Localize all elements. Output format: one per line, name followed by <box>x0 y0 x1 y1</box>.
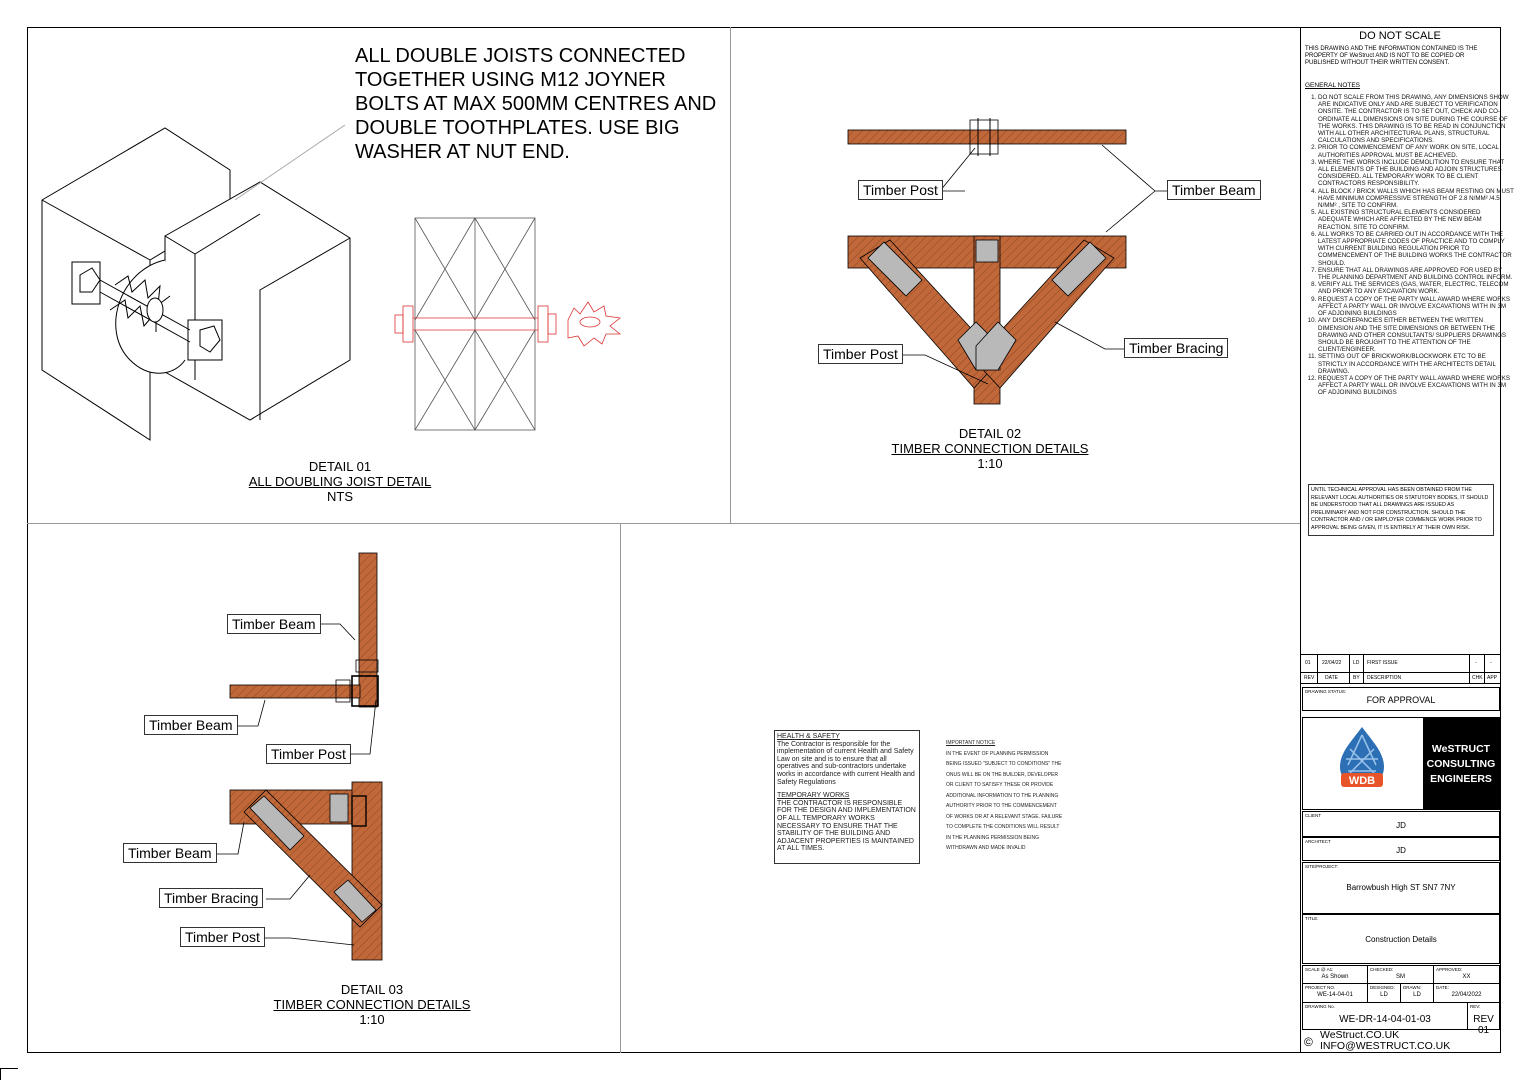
general-note: 10. ANY DISCREPANCIES EITHER BETWEEN THE WRITTEN DIMENSION AND THE SITE DIMENSIONS OR BETWEEN THE DRAWING AND OTHER CONSULTANTS/ SUPPLIERS DRAWINGS SHOULD BE BROUGHT TO THE ATTENTION OF THE CLIENT/ENGINEER. <box>1318 317 1514 353</box>
architect-cell: ARCHITECT JD <box>1302 837 1500 861</box>
site-cell: SITE/PROJECT: Barrowbush High ST SN7 7NY <box>1302 862 1500 914</box>
detail01-scale: NTS <box>327 489 353 504</box>
general-note: 6. ALL WORKS TO BE CARRIED OUT IN ACCORDANCE WITH THE LATEST APPROPRIATE CODES OF PRACTICE AND TO COMPLY WITH CURRENT BUILDING REGULATION PRIOR TO COMMENCEMENT OF THE BUILDING WORKS THE CONTRACTOR SHOULD. <box>1318 231 1514 267</box>
technical-approval-box: UNTIL TECHNICAL APPROVAL HAS BEEN OBTAINED FROM THE RELEVANT LOCAL AUTHORITIES OR STATUTORY BODIES, IT SHOULD BE UNDERSTOOD THAT ALL DRAWINGS ARE ISSUED AS PRELIMINARY AND NOT FOR CONSTRUCTION. SHOULD THE CONTRACTOR AND / OR EMPLOYER COMMENCE WORK PRIOR TO APPROVAL BEING GIVEN, IT IS ENTIRELY AT THEIR OWN RISK. <box>1308 484 1494 536</box>
checked-value: SM <box>1396 974 1405 980</box>
detail02-title: DETAIL 02 <box>958 426 1022 441</box>
rev-by-cell: LD <box>1353 660 1360 666</box>
detail03-label-beam-1: Timber Beam <box>227 614 321 634</box>
title-value: Construction Details <box>1365 935 1437 944</box>
general-note: 9. REQUEST A COPY OF THE PARTY WALL AWARD WHERE WORKS AFFECT A PARTY WALL OR INVOLVE EXCAVATIONS WITH IN 3M OF ADJOINING BUILDINGS <box>1318 296 1514 318</box>
detail03-title: DETAIL 03 <box>340 982 404 997</box>
detail02-subtitle: TIMBER CONNECTION DETAILS <box>891 441 1089 456</box>
detail02-truss-drawing <box>848 236 1126 404</box>
detail03-label-beam-2: Timber Beam <box>144 715 238 735</box>
rev-date-header: DATE <box>1325 675 1338 681</box>
company-logo-block <box>1302 717 1500 810</box>
rev-desc-header: DESCRIPTION <box>1367 675 1402 681</box>
architect-value: JD <box>1396 846 1406 855</box>
detail02-label-post-bottom: Timber Post <box>818 344 903 364</box>
detail02-label-beam: Timber Beam <box>1167 180 1261 200</box>
detail02-label-bracing: Timber Bracing <box>1124 338 1228 358</box>
general-note: 3. WHERE THE WORKS INCLUDE DEMOLITION TO ENSURE THAT ALL ELEMENTS OF THE BUILDING AND ADJOIN STRUCTURES CONSIDERED. ALL TEMPORARY WORK TO BE CLIENT CONTRACTORS RESPONSIBILITY. <box>1318 159 1514 188</box>
client-value: JD <box>1396 821 1406 830</box>
detail03-label-beam-3: Timber Beam <box>123 843 217 863</box>
revision-table <box>1301 654 1500 684</box>
rev-by-header: BY <box>1353 675 1360 681</box>
logo-text: WDB <box>1348 775 1376 787</box>
rev-chk-cell: - <box>1475 660 1477 666</box>
rev-desc-cell: FIRST ISSUE <box>1367 660 1398 666</box>
copyright-icon: © <box>1304 1035 1313 1049</box>
project-no-cell: PROJECT NO. WE-14-04-01 <box>1302 983 1368 1003</box>
designed-value: LD <box>1380 992 1388 998</box>
drawing-status: FOR APPROVAL <box>1366 695 1436 705</box>
temporary-works-title: TEMPORARY WORKS <box>777 792 850 800</box>
general-notes-list <box>1304 94 1514 397</box>
detail02-label-post-top: Timber Post <box>858 180 943 200</box>
detail03-label-post-2: Timber Post <box>180 927 265 947</box>
rev-chk-header: CHK <box>1472 675 1483 681</box>
website: WeStruct.CO.UK <box>1320 1029 1400 1041</box>
detail01-section-drawing <box>395 218 620 430</box>
general-note: 12. REQUEST A COPY OF THE PARTY WALL AWARD WHERE WORKS AFFECT A PARTY WALL OR INVOLVE EXCAVATIONS WITH IN 3M OF ADJOINING BUILDINGS <box>1318 375 1514 397</box>
rev-date-cell: 22/04/22 <box>1322 660 1342 666</box>
detail01-iso-drawing <box>42 125 350 440</box>
drawn-value: LD <box>1413 992 1421 998</box>
rev-app-header: APP <box>1487 675 1498 681</box>
title-cell: TITLE: Construction Details <box>1302 914 1500 964</box>
general-note: 7. ENSURE THAT ALL DRAWINGS ARE APPROVED FOR USED BY THE PLANNING DEPARTMENT AND BUILDING CONTROL INFORM. <box>1318 267 1514 281</box>
rev-cell-tb: REV: REV 01 <box>1467 1002 1500 1030</box>
general-note: 2. PRIOR TO COMMENCEMENT OF ANY WORK ON SITE, LOCAL AUTHORITIES APPROVAL MUST BE ACHIEVED. <box>1318 144 1514 158</box>
detail03-scale: 1:10 <box>359 1012 385 1027</box>
detail03-label-post-1: Timber Post <box>266 744 351 764</box>
scale-cell: SCALE @ A1: As Shown <box>1302 965 1368 984</box>
important-notice-title: IMPORTANT NOTICE <box>946 740 996 746</box>
date-cell: DATE: 22/04/2022 <box>1433 983 1500 1003</box>
health-safety-body: The Contractor is responsible for the implementation of current Health and Safety Law on site and is to ensure that all operatives and sub-contractors undertake works in accordance with current Health and Safety Regulations <box>777 740 915 786</box>
property-notice: THIS DRAWING AND THE INFORMATION CONTAINED IS THE PROPERTY OF WeStruct AND IS NOT TO BE COPIED OR PUBLISHED WITHOUT THEIR WRITTEN CONSENT. <box>1305 46 1478 66</box>
rev-cell: 01 <box>1305 660 1311 666</box>
drawing-no-cell: DRAWING No. WE-DR-14-04-01-03 <box>1302 1002 1468 1030</box>
client-cell: CLIENT JD <box>1302 811 1500 837</box>
detail03-label-bracing: Timber Bracing <box>159 888 263 908</box>
drawing-status-cell: DRAWING STATUS: FOR APPROVAL <box>1302 687 1500 711</box>
drawing-no-value: WE-DR-14-04-01-03 <box>1339 1014 1431 1025</box>
company-name: WeSTRUCT CONSULTING ENGINEERS <box>1426 743 1496 785</box>
detail02-plan-drawing <box>848 118 1126 156</box>
rev-value: REV 01 <box>1473 1014 1494 1036</box>
checked-cell: CHECKED: SM <box>1367 965 1434 984</box>
detail03-subtitle: TIMBER CONNECTION DETAILS <box>273 997 471 1012</box>
general-notes-title: GENERAL NOTES <box>1305 82 1361 89</box>
important-notice <box>946 738 1064 854</box>
general-note: 4. ALL BLOCK / BRICK WALLS WHICH HAS BEAM RESTING ON MUST HAVE MINIMUM COMPRESSIVE STRENGTH OF 2.8 N/MM² /4.5 N/MM² , SITE TO CONFIRM. <box>1318 188 1514 210</box>
email: INFO@WESTRUCT.CO.UK <box>1320 1040 1451 1052</box>
site-value: Barrowbush High ST SN7 7NY <box>1346 883 1456 892</box>
detail02-scale: 1:10 <box>977 456 1003 471</box>
rev-app-cell: - <box>1490 660 1492 666</box>
company-logo-icon <box>1336 725 1388 793</box>
general-note: 8. VERIFY ALL THE SERVICES (GAS, WATER, ELECTRIC, TELECOM AND PRIOR TO ANY EXCAVATION WORK. <box>1318 281 1514 295</box>
project-no-value: WE-14-04-01 <box>1317 992 1353 998</box>
important-notice-body: IN THE EVENT OF PLANNING PERMISSION BEING ISSUED "SUBJECT TO CONDITIONS" THE ONUS WILL BE ON THE BUILDER, DEVELOPER OR CLIENT TO SATISFY THESE OR PROVIDE ADDITIONAL INFORMATION TO THE PLANNING AUTHORITY PRIOR TO THE COMMENCEMENT OF WORKS OR AT A RELEVANT STAGE. FAILURE TO COMPLETE THE CONDITIONS WILL RESULT IN THE PLANNING PERMISSION BEING WITHDRAWN AND MADE INVALID <box>946 750 1063 851</box>
detail01-subtitle: ALL DOUBLING JOIST DETAIL <box>248 474 432 489</box>
general-note: 5. ALL EXISTING STRUCTURAL ELEMENTS CONSIDERED ADEQUATE WHICH ARE AFFECTED BY THE NEW BEAM REACTION. SITE TO CONFIRM. <box>1318 209 1514 231</box>
general-note: 11. SETTING OUT OF BRICKWORK/BLOCKWORK ETC TO BE STRICTLY IN ACCORDANCE WITH THE ARCHITECTS DETAIL DRAWING. <box>1318 353 1514 375</box>
approved-cell: APPROVED: XX <box>1433 965 1500 984</box>
contact-block <box>1302 1030 1500 1052</box>
scale-value: As Shown <box>1321 974 1349 980</box>
drawn-cell: DRAWN: LD <box>1400 983 1434 1003</box>
detail01-callout: ALL DOUBLE JOISTS CONNECTED TOGETHER USING M12 JOYNER BOLTS AT MAX 500MM CENTRES AND DOUBLE TOOTHPLATES. USE BIG WASHER AT NUT END. <box>355 45 717 163</box>
rev-header: REV <box>1304 675 1315 681</box>
temporary-works-body: THE CONTRACTOR IS RESPONSIBLE FOR THE DESIGN AND IMPLEMENTATION OF ALL TEMPORARY WORKS NECESSARY TO ENSURE THAT THE STABILITY OF THE BUILDING AND ADJACENT PROPERTIES IS MAINTAINED AT ALL TIMES. <box>777 799 916 853</box>
health-safety-title: HEALTH & SAFETY <box>777 733 840 740</box>
designed-cell: DESIGNED: LD <box>1367 983 1401 1003</box>
do-not-scale: DO NOT SCALE <box>1359 30 1441 42</box>
date-value: 22/04/2022 <box>1451 992 1482 998</box>
approved-value: XX <box>1462 974 1471 980</box>
detail01-title: DETAIL 01 <box>308 459 372 474</box>
general-note: 1. DO NOT SCALE FROM THIS DRAWING, ANY DIMENSIONS SHOW ARE INDICATIVE ONLY AND ARE SUBJECT TO VERIFICATION ONSITE. THE CONTRACTOR IS TO SET OUT, CHECK AND CO-ORDINATE ALL DIMENSIONS ON SITE DURING THE COURSE OF THE WORKS. THIS DRAWING IS TO BE READ IN CONJUNCTION WITH ALL OTHER ARCHITECTURAL PLANS, STRUCTURAL CALCULATIONS AND SPECIFICATIONS. <box>1318 94 1514 144</box>
health-safety-box <box>774 730 920 864</box>
